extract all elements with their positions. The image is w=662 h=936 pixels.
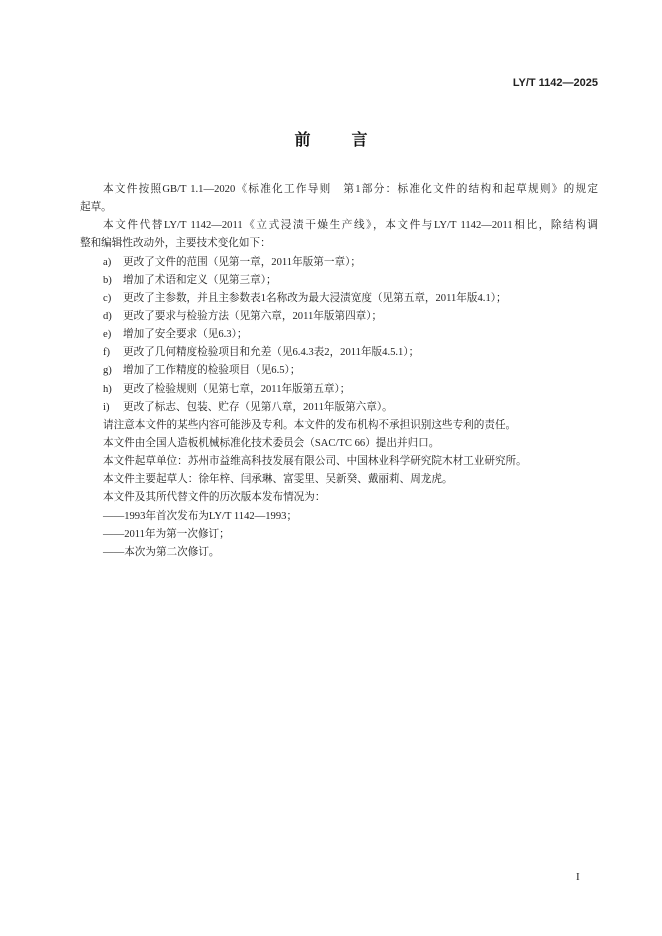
history-intro-statement: 本文件及其所代替文件的历次版本发布情况为： [103, 492, 326, 504]
list-item-text: 更改了检验规则（见第七章，2011年版第五章）； [123, 383, 351, 395]
patent-statement: 请注意本文件的某些内容可能涉及专利。本文件的发布机构不承担识别这些专利的责任。 [103, 419, 517, 431]
list-item-label: i) [103, 401, 110, 413]
list-item [80, 381, 598, 399]
history-item: ——1993年首次发布为LY/T 1142—1993； [103, 510, 298, 522]
list-item-label: c) [103, 292, 112, 304]
list-item-text: 增加了安全要求（见6.3）； [123, 329, 248, 341]
technical-changes-list [80, 254, 598, 417]
list-item [80, 290, 598, 308]
standard-code-number: 1142—2025 [538, 77, 598, 89]
paragraph-line: 本文件按照GB/T 1.1—2020《标准化工作导则 第1部分：标准化文件的结构和起草规则》的规定 [103, 184, 598, 195]
list-item-text: 更改了文件的范围（见第一章，2011年版第一章）； [123, 256, 361, 268]
list-item [80, 326, 598, 344]
paragraph-line: 起草。 [80, 202, 112, 214]
drafters-statement: 本文件主要起草人：徐年梓、闫承琳、富雯里、吴新癸、戴丽莉、周龙虎。 [103, 474, 453, 486]
list-item-text: 更改了主参数，并且主参数表1名称改为最大浸渍宽度（见第五章，2011年版4.1）； [123, 292, 507, 304]
list-item-label: a) [103, 256, 112, 268]
page-title: 前 言 [294, 130, 371, 149]
version-history-list [80, 508, 598, 562]
preface-body [80, 181, 598, 562]
list-item [80, 308, 598, 326]
list-item-text: 更改了几何精度检验项目和允差（见6.4.3表2，2011年版4.5.1）； [123, 347, 420, 359]
list-item-label: d) [103, 310, 112, 322]
list-item-text: 更改了标志、包装、贮存（见第八章，2011年版第六章）。 [123, 401, 393, 413]
intro-paragraph-drafting-rules [80, 181, 598, 217]
drafting-units-statement: 本文件起草单位：苏州市益维高科技发展有限公司、中国林业科学研究院木材工业研究所。 [103, 456, 527, 468]
list-item [80, 362, 598, 380]
list-item [80, 399, 598, 417]
list-item-label: g) [103, 365, 112, 377]
list-item-text: 增加了术语和定义（见第三章）； [123, 274, 277, 286]
page-number: I [576, 871, 580, 883]
standard-code-prefix: LY/T [512, 77, 536, 89]
intro-paragraph-replacement [80, 217, 598, 253]
list-item [80, 344, 598, 362]
list-item-label: e) [103, 329, 112, 341]
history-item: ——本次为第二次修订。 [103, 546, 220, 558]
proposer-statement: 本文件由全国人造板机械标准化技术委员会（SAC/TC 66）提出并归口。 [103, 437, 440, 449]
history-item: ——2011年为第一次修订； [103, 528, 230, 540]
list-item [80, 254, 598, 272]
standard-code-header [513, 76, 598, 90]
list-item [80, 272, 598, 290]
list-item-label: h) [103, 383, 112, 395]
paragraph-line: 本文件代替LY/T 1142—2011《立式浸渍干燥生产线》，本文件与LY/T 1142—2011相比，除结构调 [103, 220, 598, 232]
list-item-label: b) [103, 274, 112, 286]
list-item-text: 更改了要求与检验方法（见第六章，2011年版第四章）； [123, 310, 383, 322]
list-item-text: 增加了工作精度的检验项目（见6.5）； [123, 365, 301, 377]
paragraph-line: 整和编辑性改动外，主要技术变化如下： [80, 238, 271, 250]
list-item-label: f) [103, 347, 111, 359]
